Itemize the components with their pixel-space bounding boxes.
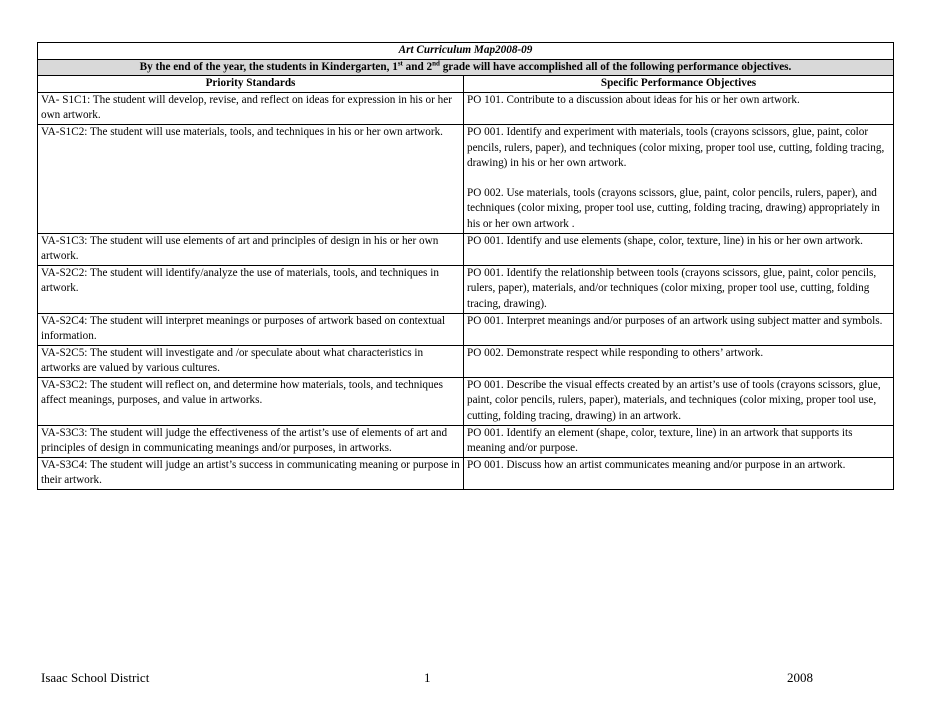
paragraph-gap (467, 172, 890, 186)
superscript-nd: nd (432, 58, 440, 67)
performance-objective-cell (464, 124, 894, 233)
performance-objective-text: PO 001. Identify an element (shape, color, texture, line) in an artwork that supports its meaning and/or purpose. (467, 426, 853, 455)
subtitle-text: grade will have accomplished all of the following performance objectives. (439, 60, 792, 73)
performance-objective-cell (464, 265, 894, 313)
footer-page-number: 1 (424, 670, 431, 685)
priority-standard-cell: VA-S2C2: The student will identify/analyze the use of materials, tools, and techniques in artwork. (38, 265, 464, 313)
priority-standard-cell: VA-S2C5: The student will investigate and /or speculate about what characteristics in artworks are valued by various cultures. (38, 345, 464, 377)
priority-standard-cell: VA-S3C3: The student will judge the effectiveness of the artist’s use of elements of art and principles of design in communicating meanings and/or purposes, in artworks. (38, 425, 464, 457)
priority-standard-cell: VA-S1C3: The student will use elements of art and principles of design in his or her own artwork. (38, 233, 464, 265)
performance-objective-text: PO 001. Identify the relationship between tools (crayons scissors, glue, paint, color pencils, rulers, paper), materials, and/or techniques (color mixing, proper tool use, cutting, folding tracing, drawing). (467, 266, 877, 310)
standard-row (38, 457, 894, 489)
document-title: Art Curriculum Map2008-09 (38, 43, 894, 60)
subtitle-text: and 2 (402, 60, 433, 73)
priority-standard-cell: VA-S2C4: The student will interpret meanings or purposes of artwork based on contextual information. (38, 313, 464, 345)
performance-objective-cell (464, 345, 894, 377)
performance-objective-text: PO 101. Contribute to a discussion about ideas for his or her own artwork. (467, 93, 800, 106)
performance-objective-cell (464, 92, 894, 124)
performance-objective-cell (464, 313, 894, 345)
standard-row (38, 233, 894, 265)
priority-standard-cell: VA-S1C2: The student will use materials, tools, and techniques in his or her own artwork. (38, 124, 464, 233)
performance-objective-text: PO 002. Use materials, tools (crayons scissors, glue, paint, color pencils, rulers, paper), and techniques (color mixing, proper tool use, cutting, folding tracing, drawing) appropriately in his or her own artwork . (467, 186, 880, 230)
standard-row (38, 425, 894, 457)
performance-objective-text: PO 001. Identify and use elements (shape, color, texture, line) in his or her own artwork. (467, 234, 863, 247)
performance-objective-text: PO 001. Interpret meanings and/or purposes of an artwork using subject matter and symbols. (467, 314, 883, 327)
footer-year: 2008 (787, 670, 813, 685)
standard-row (38, 92, 894, 124)
standards-rows (38, 92, 894, 489)
performance-objective-cell (464, 377, 894, 425)
priority-standard-cell: VA-S3C4: The student will judge an artist’s success in communicating meaning or purpose in their artwork. (38, 457, 464, 489)
performance-objective-text: PO 001. Identify and experiment with materials, tools (crayons scissors, glue, paint, color pencils, rulers, paper), and techniques (color mixing, proper tool use, cutting, folding tracing, drawing) in his or her own artwork. (467, 125, 885, 170)
performance-objective-cell (464, 233, 894, 265)
standard-row (38, 377, 894, 425)
grade-objective-statement (38, 59, 894, 76)
performance-objective-cell (464, 425, 894, 457)
superscript-st: st (397, 58, 403, 67)
priority-standard-cell: VA-S3C2: The student will reflect on, and determine how materials, tools, and techniques affect meanings, purposes, and value in artworks. (38, 377, 464, 425)
standard-row (38, 313, 894, 345)
performance-objective-text: PO 002. Demonstrate respect while responding to others’ artwork. (467, 346, 764, 359)
column-header-priority-standards: Priority Standards (38, 76, 464, 93)
curriculum-map-table (37, 42, 894, 490)
priority-standard-cell: VA- S1C1: The student will develop, revise, and reflect on ideas for expression in his or her own artwork. (38, 92, 464, 124)
column-header-performance-objectives: Specific Performance Objectives (464, 76, 894, 93)
performance-objective-cell (464, 457, 894, 489)
standard-row (38, 345, 894, 377)
performance-objective-text: PO 001. Discuss how an artist communicates meaning and/or purpose in an artwork. (467, 458, 846, 471)
performance-objective-text: PO 001. Describe the visual effects created by an artist’s use of tools (crayons scissors, glue, paint, color pencils, rulers, paper), materials, and techniques (color mixing, proper tool use, cutting, folding tracing, drawing) in an artwork. (467, 378, 881, 423)
subtitle-text: By the end of the year, the students in Kindergarten, 1 (139, 60, 398, 73)
footer-district: Isaac School District (41, 670, 150, 685)
standard-row (38, 124, 894, 233)
standard-row (38, 265, 894, 313)
